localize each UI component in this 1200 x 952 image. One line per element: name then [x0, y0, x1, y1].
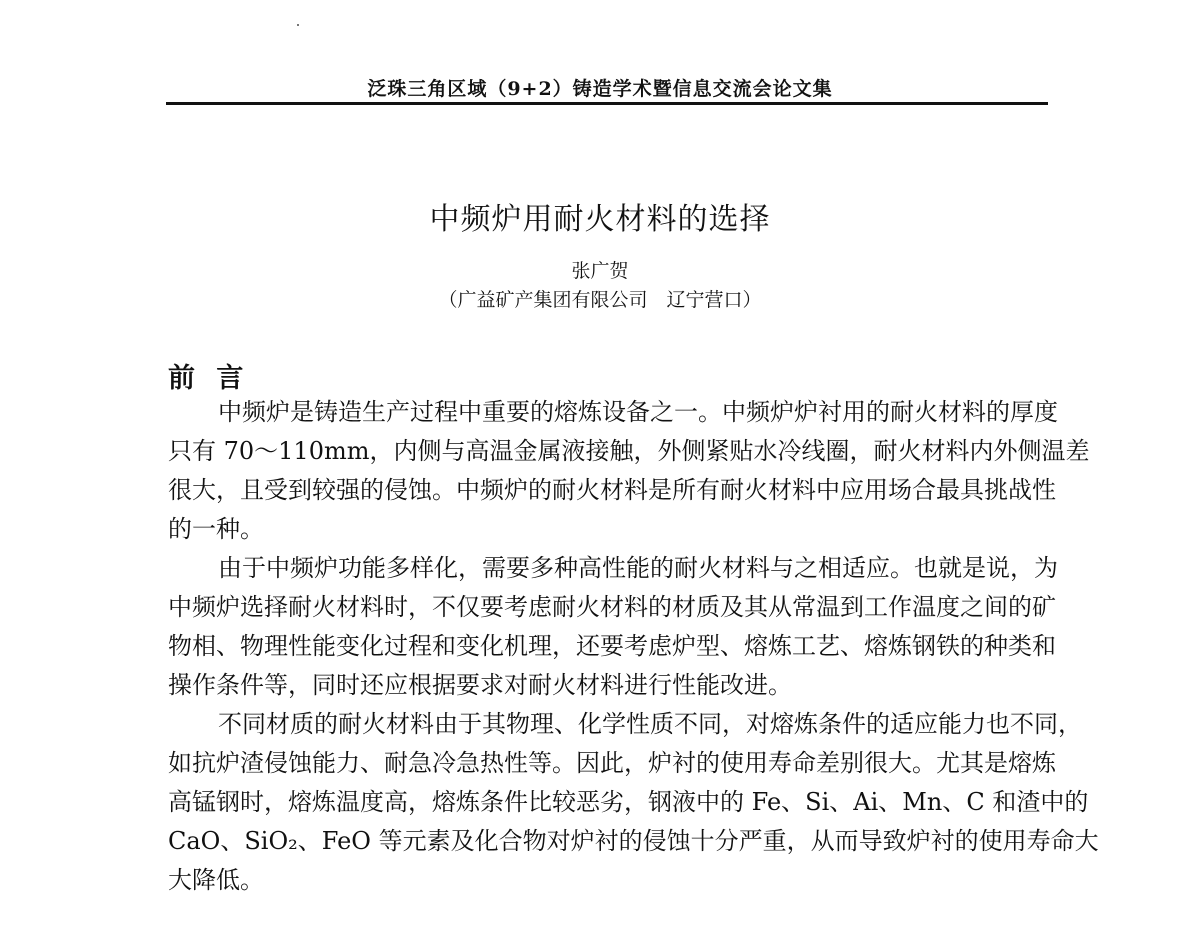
scan-speck [297, 24, 299, 26]
body-text [168, 396, 1099, 903]
text-line: 中频炉选择耐火材料时，不仅要考虑耐火材料的材质及其从常温到工作温度之间的矿 [168, 593, 1056, 621]
section-heading: 前 言 [168, 363, 250, 394]
text-line: 高锰钢时，熔炼温度高，熔炼条件比较恶劣，钢液中的 Fe、Si、Ai、Mn、C 和渣中的 [168, 788, 1089, 816]
text-line: CaO、SiO₂、FeO 等元素及化合物对炉衬的侵蚀十分严重，从而导致炉衬的使用寿命大 [168, 827, 1099, 855]
text-line: 不同材质的耐火材料由于其物理、化学性质不同，对熔炼条件的适应能力也不同， [218, 710, 1082, 738]
text-line: 由于中频炉功能多样化，需要多种高性能的耐火材料与之相适应。也就是说，为 [218, 554, 1058, 582]
header-rule [166, 102, 1048, 105]
paragraph [168, 708, 1099, 903]
running-header: 泛珠三角区域（9+2）铸造学术暨信息交流会论文集 [367, 78, 833, 100]
text-line: 如抗炉渣侵蚀能力、耐急冷急热性等。因此，炉衬的使用寿命差别很大。尤其是熔炼 [168, 749, 1056, 777]
affiliation: （广益矿产集团有限公司 辽宁营口） [438, 289, 762, 311]
author: 张广贺 [571, 260, 629, 282]
text-line: 只有 70～110mm，内侧与高温金属液接触，外侧紧贴水冷线圈，耐火材料内外侧温差 [168, 437, 1090, 465]
text-line: 大降低。 [168, 866, 264, 894]
paragraph [168, 552, 1058, 708]
paper-title: 中频炉用耐火材料的选择 [429, 202, 771, 237]
text-line: 物相、物理性能变化过程和变化机理，还要考虑炉型、熔炼工艺、熔炼钢铁的种类和 [168, 632, 1056, 660]
paragraph [168, 396, 1090, 552]
text-line: 很大，且受到较强的侵蚀。中频炉的耐火材料是所有耐火材料中应用场合最具挑战性 [168, 476, 1056, 504]
text-line: 中频炉是铸造生产过程中重要的熔炼设备之一。中频炉炉衬用的耐火材料的厚度 [218, 398, 1058, 426]
text-line: 的一种。 [168, 515, 264, 543]
text-line: 操作条件等，同时还应根据要求对耐火材料进行性能改进。 [168, 671, 792, 699]
